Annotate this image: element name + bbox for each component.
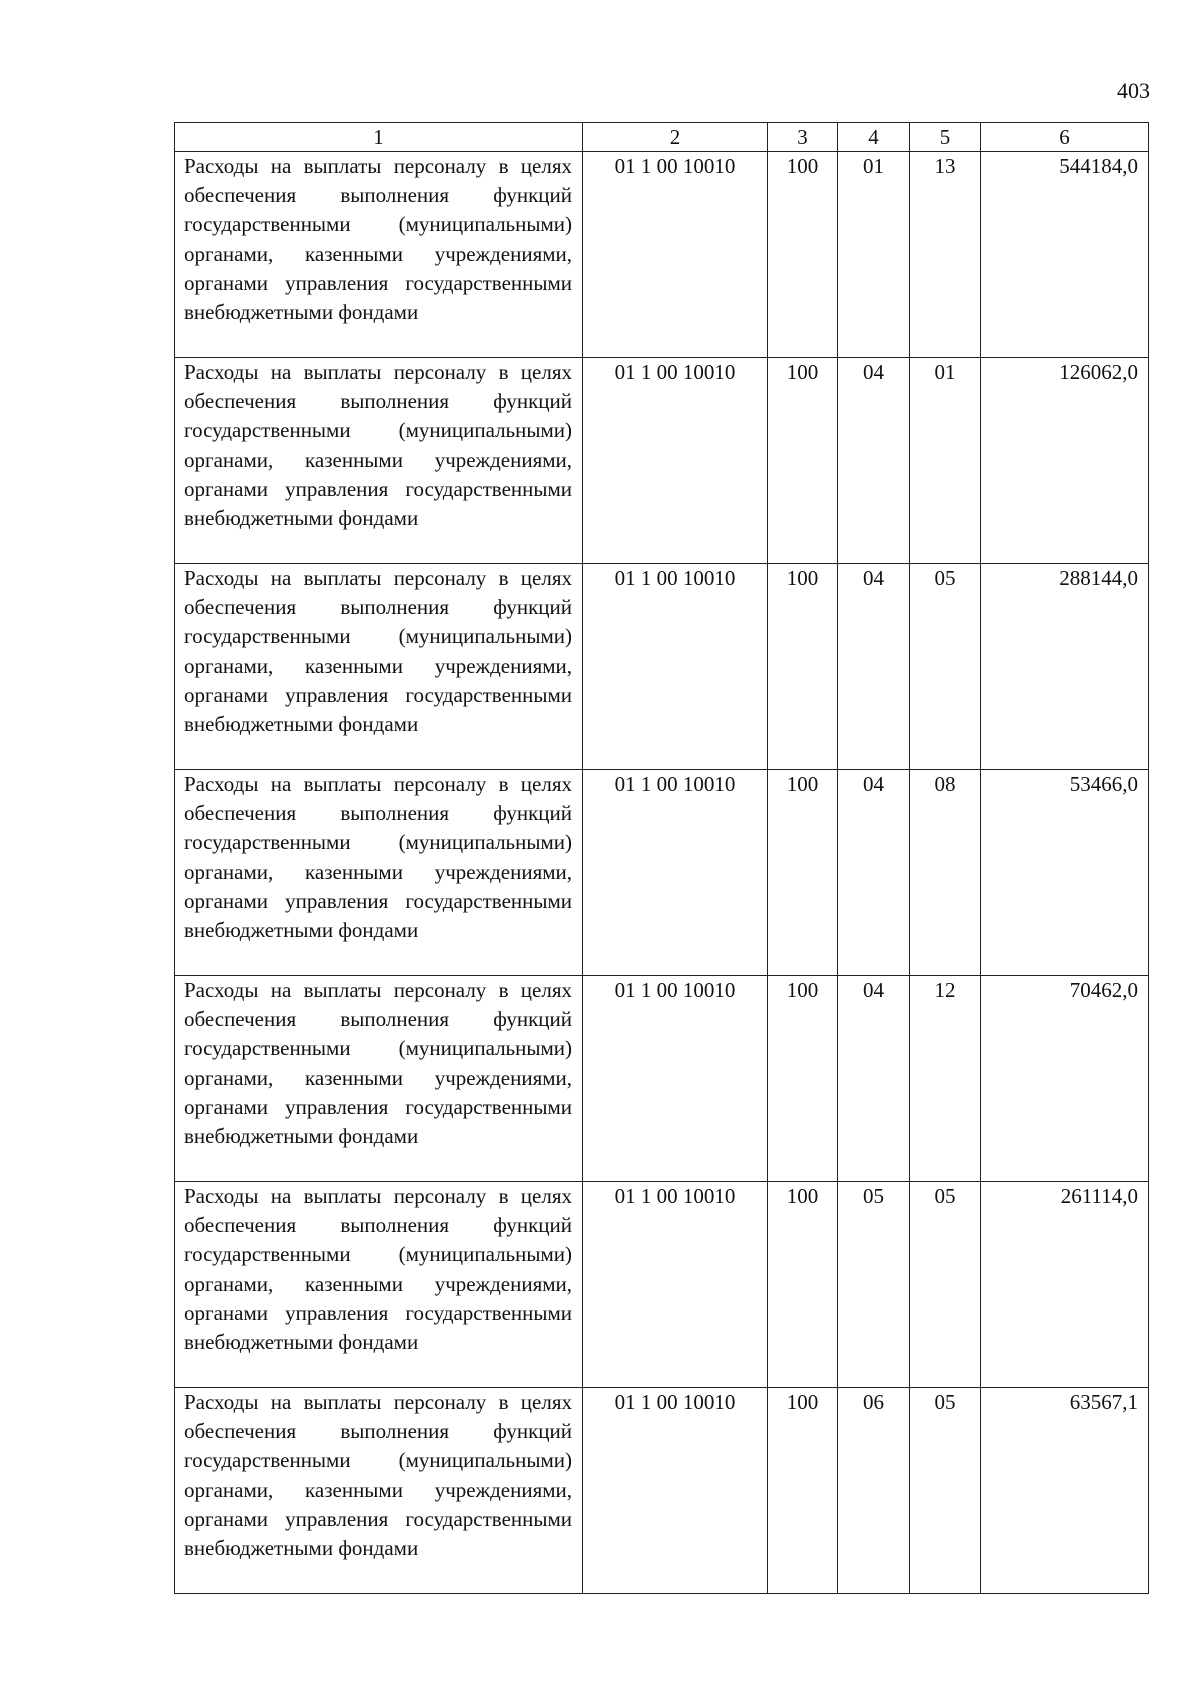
column-header-4: 4 [838,123,910,152]
row-section: 04 [838,770,910,976]
table-row [175,358,1149,564]
column-header-6: 6 [981,123,1149,152]
row-target-article: 01 1 00 10010 [583,770,768,976]
row-expense-type: 100 [768,152,838,358]
row-section: 04 [838,358,910,564]
table-body [175,152,1149,1594]
table-header [175,123,1149,152]
row-subsection: 01 [910,358,981,564]
table-row [175,976,1149,1182]
row-amount: 63567,1 [981,1388,1149,1594]
row-description: Расходы на выплаты персоналу в целях обеспечения выполнения функций государственными (муниципальными) органами, казенными учреждениями, органами управления государственными внебюджетными фондами [175,770,583,976]
row-expense-type: 100 [768,358,838,564]
row-description: Расходы на выплаты персоналу в целях обеспечения выполнения функций государственными (муниципальными) органами, казенными учреждениями, органами управления государственными внебюджетными фондами [175,152,583,358]
row-amount: 288144,0 [981,564,1149,770]
row-description: Расходы на выплаты персоналу в целях обеспечения выполнения функций государственными (муниципальными) органами, казенными учреждениями, органами управления государственными внебюджетными фондами [175,1388,583,1594]
table-row [175,1388,1149,1594]
column-header-1: 1 [175,123,583,152]
row-amount: 126062,0 [981,358,1149,564]
row-subsection: 05 [910,1182,981,1388]
budget-table [174,122,1149,1594]
row-subsection: 08 [910,770,981,976]
row-description: Расходы на выплаты персоналу в целях обеспечения выполнения функций государственными (муниципальными) органами, казенными учреждениями, органами управления государственными внебюджетными фондами [175,564,583,770]
row-target-article: 01 1 00 10010 [583,1182,768,1388]
header-row [175,123,1149,152]
row-target-article: 01 1 00 10010 [583,152,768,358]
table-row [175,1182,1149,1388]
row-amount: 53466,0 [981,770,1149,976]
row-section: 01 [838,152,910,358]
row-target-article: 01 1 00 10010 [583,358,768,564]
row-amount: 261114,0 [981,1182,1149,1388]
column-header-3: 3 [768,123,838,152]
row-target-article: 01 1 00 10010 [583,976,768,1182]
table-row [175,564,1149,770]
row-subsection: 13 [910,152,981,358]
row-section: 05 [838,1182,910,1388]
row-amount: 544184,0 [981,152,1149,358]
row-section: 04 [838,976,910,1182]
row-description: Расходы на выплаты персоналу в целях обеспечения выполнения функций государственными (муниципальными) органами, казенными учреждениями, органами управления государственными внебюджетными фондами [175,358,583,564]
column-header-5: 5 [910,123,981,152]
row-expense-type: 100 [768,1388,838,1594]
row-expense-type: 100 [768,770,838,976]
row-expense-type: 100 [768,564,838,770]
column-header-2: 2 [583,123,768,152]
page-number: 403 [1117,78,1150,103]
row-subsection: 05 [910,1388,981,1594]
table-row [175,152,1149,358]
row-subsection: 05 [910,564,981,770]
row-section: 04 [838,564,910,770]
row-description: Расходы на выплаты персоналу в целях обеспечения выполнения функций государственными (муниципальными) органами, казенными учреждениями, органами управления государственными внебюджетными фондами [175,976,583,1182]
row-expense-type: 100 [768,1182,838,1388]
table-row [175,770,1149,976]
row-expense-type: 100 [768,976,838,1182]
row-amount: 70462,0 [981,976,1149,1182]
row-target-article: 01 1 00 10010 [583,1388,768,1594]
row-target-article: 01 1 00 10010 [583,564,768,770]
row-section: 06 [838,1388,910,1594]
row-subsection: 12 [910,976,981,1182]
row-description: Расходы на выплаты персоналу в целях обеспечения выполнения функций государственными (муниципальными) органами, казенными учреждениями, органами управления государственными внебюджетными фондами [175,1182,583,1388]
